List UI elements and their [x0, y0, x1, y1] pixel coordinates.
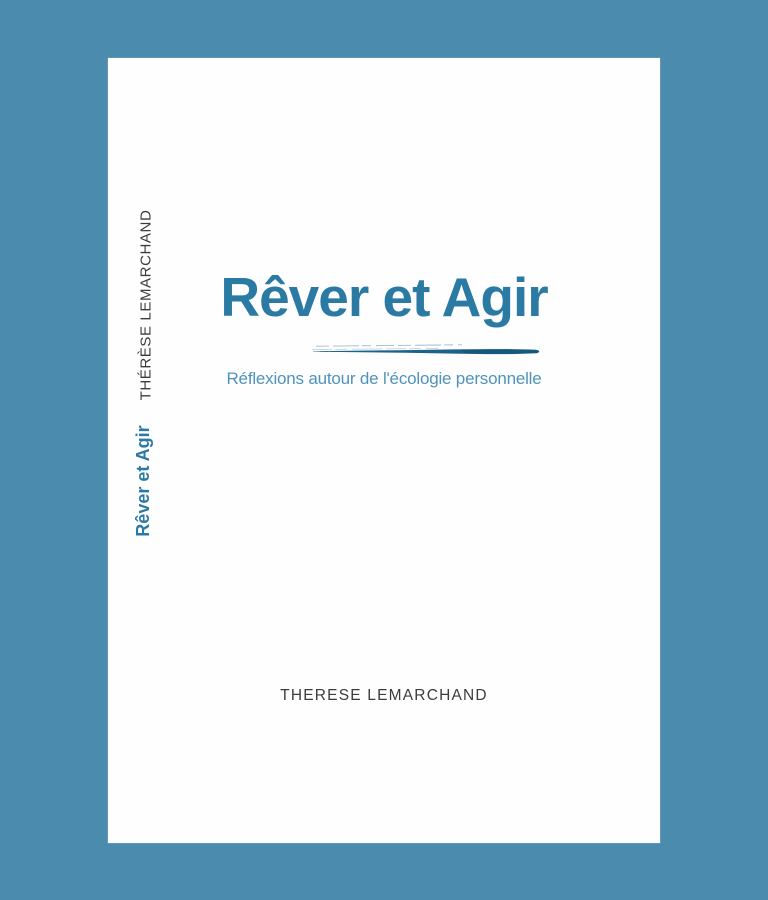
spine-title-text: Rêver et Agir	[133, 425, 153, 537]
cover-author-name: THERESE LEMARCHAND	[280, 687, 488, 704]
cover-subtitle: Réflexions autour de l'écologie personnelle	[226, 369, 542, 388]
spine-author-text: THÉRÈSE LEMARCHAND	[137, 209, 155, 401]
cover-title: Rêver et Agir	[220, 266, 548, 328]
brush-stroke-underline-icon	[310, 343, 543, 357]
book-cover	[108, 58, 660, 843]
